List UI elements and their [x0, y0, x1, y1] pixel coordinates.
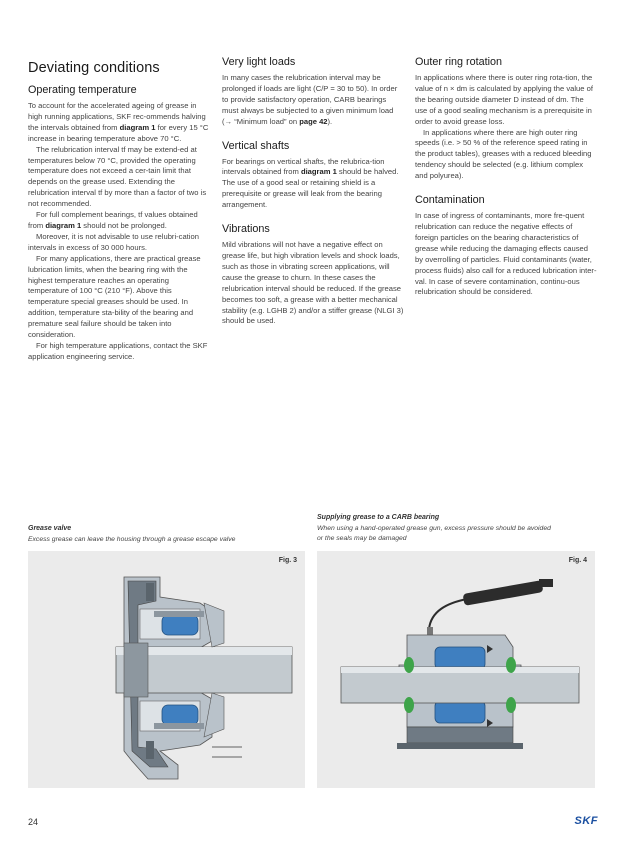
- page-42-link[interactable]: page 42: [299, 116, 328, 126]
- figure-4-carb-bearing-grease-supply: [317, 551, 595, 788]
- heading-contamination: Contamination: [415, 194, 485, 207]
- fig3-caption-text: Excess grease can leave the housing through a grease escape valve: [28, 536, 236, 543]
- paragraph: In applications where there are high outer ring speeds (i.e. > 50 % of the reference speed rating in the product tables), greases with a reduced bleeding tendency should be selected (e.g. lithium complex and polyurea).: [415, 127, 592, 181]
- fig4-caption-text: When using a hand-operated grease gun, excess pressure should be avoided or the seals may be damaged: [317, 525, 551, 542]
- column-2: [222, 56, 404, 327]
- fig4-label: Fig. 4: [568, 557, 587, 564]
- paragraph: For high temperature applications, contact the SKF application engineering service.: [28, 340, 208, 361]
- diagram-1-link[interactable]: diagram 1: [45, 220, 82, 230]
- fig4-caption-title: Supplying grease to a CARB bearing: [317, 514, 440, 521]
- heading-vibrations: Vibrations: [222, 223, 270, 236]
- heading-operating-temperature: Operating temperature: [28, 84, 137, 96]
- paragraph: To account for the accelerated ageing of grease in high running applications, SKF rec-ommends halving the intervals obtained from diagram 1 for every 15 °C increase in bearing temperature above 70 °C.: [28, 101, 209, 143]
- paragraph: For full complement bearings, tf values obtained from diagram 1 should not be prolonged.: [28, 210, 198, 230]
- paragraph: For many applications, there are practical grease lubrication limits, when the bearing ring with the highest temperature reaches an operating temperature of 100 °C (210 °F). Above this temperature special greases should be used. In addition, temperature sta-bility of the bearing and premature seal failure should be taken into consideration.: [28, 253, 201, 340]
- paragraph: In applications where there is outer ring rota-tion, the value of n × dm is calculated by applying the value of the bearing outside diameter D instead of dm. The use of a good sealing mechanism is a prerequisite in order to avoid grease loss.: [415, 73, 593, 126]
- heading-outer-ring-rotation: Outer ring rotation: [415, 56, 503, 68]
- heading-very-light-loads: Very light loads: [222, 56, 296, 68]
- figure-3-grease-valve: [28, 551, 305, 788]
- diagram-1-link[interactable]: diagram 1: [119, 122, 156, 132]
- heading-vertical-shafts: Vertical shafts: [222, 139, 290, 152]
- paragraph: For bearings on vertical shafts, the relubrica-tion intervals obtained from diagram 1 should be halved. The use of a good seal or retaining shield is a prerequisite or grease will leak from the bearing arrangement.: [222, 156, 399, 210]
- fig3-caption-title: Grease valve: [28, 525, 72, 532]
- diagram-1-link[interactable]: diagram 1: [300, 167, 337, 177]
- paragraph: Mild vibrations will not have a negative effect on grease life, but high vibration levels and shock loads, such as those in vibrating screen applications, will cause the grease to churn. In these cases the relubrication interval should be reduced. If the grease becomes too soft, a grease with a better mechanical stability (e.g. LGHB 2) and/or a stiffer grease (NLGI 3) should be used.: [222, 240, 404, 326]
- page-title: Deviating conditions: [28, 60, 160, 76]
- column-3: [415, 56, 597, 298]
- paragraph: The relubrication interval tf may be extend-ed at temperatures below 70 °C, provided the operating temperature does not exceed a cer-tain limit that depends on the grease used. Extending the relubrication interval tf by more than a factor of two is not recommended.: [28, 144, 207, 209]
- fig3-label: Fig. 3: [278, 557, 297, 564]
- paragraph: In case of ingress of contaminants, more fre-quent relubrication can reduce the negative effects of foreign particles on the bearing characteristics of grease while reducing the damaging effects caused by overrolling of particles. Fluid contaminants (water, process fluids) also call for a reduced lubrication inter-val. In case of severe contamination, continu-ous relubrication should be considered.: [415, 211, 597, 297]
- page-number: 24: [28, 817, 39, 827]
- paragraph: Moreover, it is not advisable to use relubri-cation intervals in excess of 30 000 hours.: [28, 231, 199, 252]
- column-1: [28, 56, 212, 363]
- grease-gun-illustration: [317, 551, 595, 788]
- grease-valve-illustration: [28, 551, 305, 788]
- skf-logo: SKF: [574, 815, 598, 827]
- paragraph: In many cases the relubrication interval may be prolonged if loads are light (C/P = 30 to 50). In order to provide satisfactory operation, CARB bearings must always be subjected to a given minimum load (→ “Minimum load” on page 42).: [222, 73, 398, 126]
